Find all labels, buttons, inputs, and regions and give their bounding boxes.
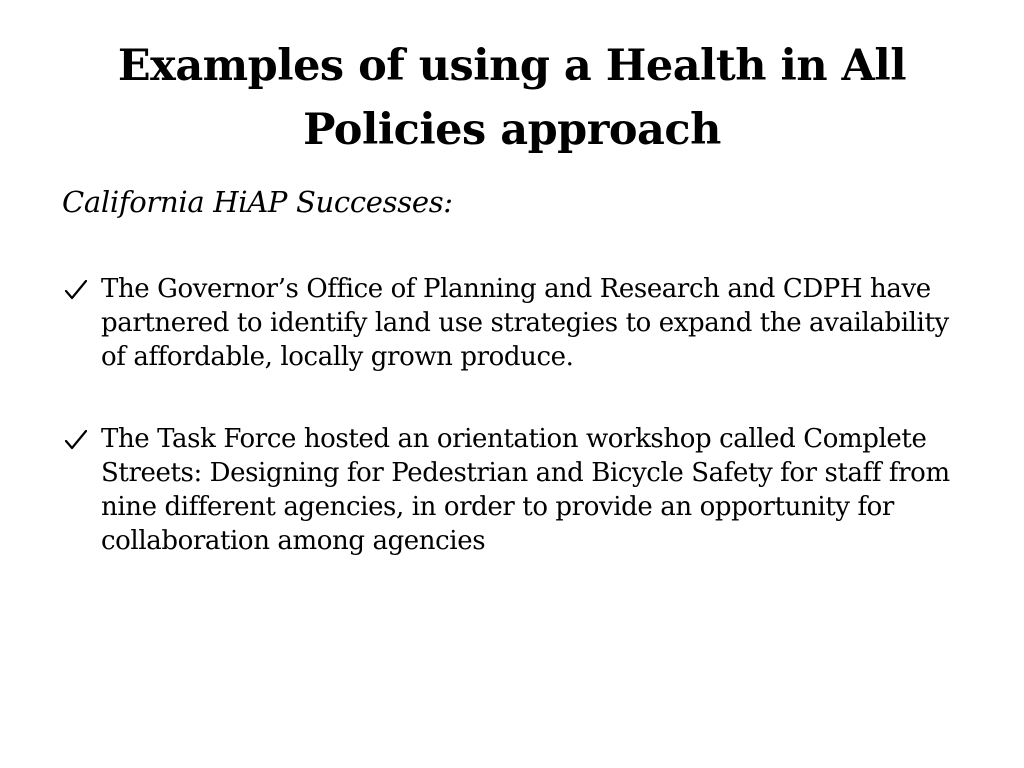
bullet-item-task-force <box>62 422 962 558</box>
bullet-list <box>62 272 962 606</box>
bullet-text: The Governor’s Office of Planning and Research and CDPH have partnered to identify land use strategies to expand the availability of affordable, locally grown produce. <box>101 274 949 372</box>
slide-title: Examples of using a Health in All Policies approach <box>117 41 907 155</box>
check-icon <box>64 428 88 452</box>
bullet-text: The Task Force hosted an orientation workshop called Complete Streets: Designing for Pedestrian and Bicycle Safety for staff from nine different agencies, in order to provide an opportunity for collaboration among agencies <box>101 424 950 556</box>
check-icon <box>64 278 88 302</box>
bullet-item-planning <box>62 272 962 374</box>
slide-subtitle: California HiAP Successes: <box>62 185 453 219</box>
